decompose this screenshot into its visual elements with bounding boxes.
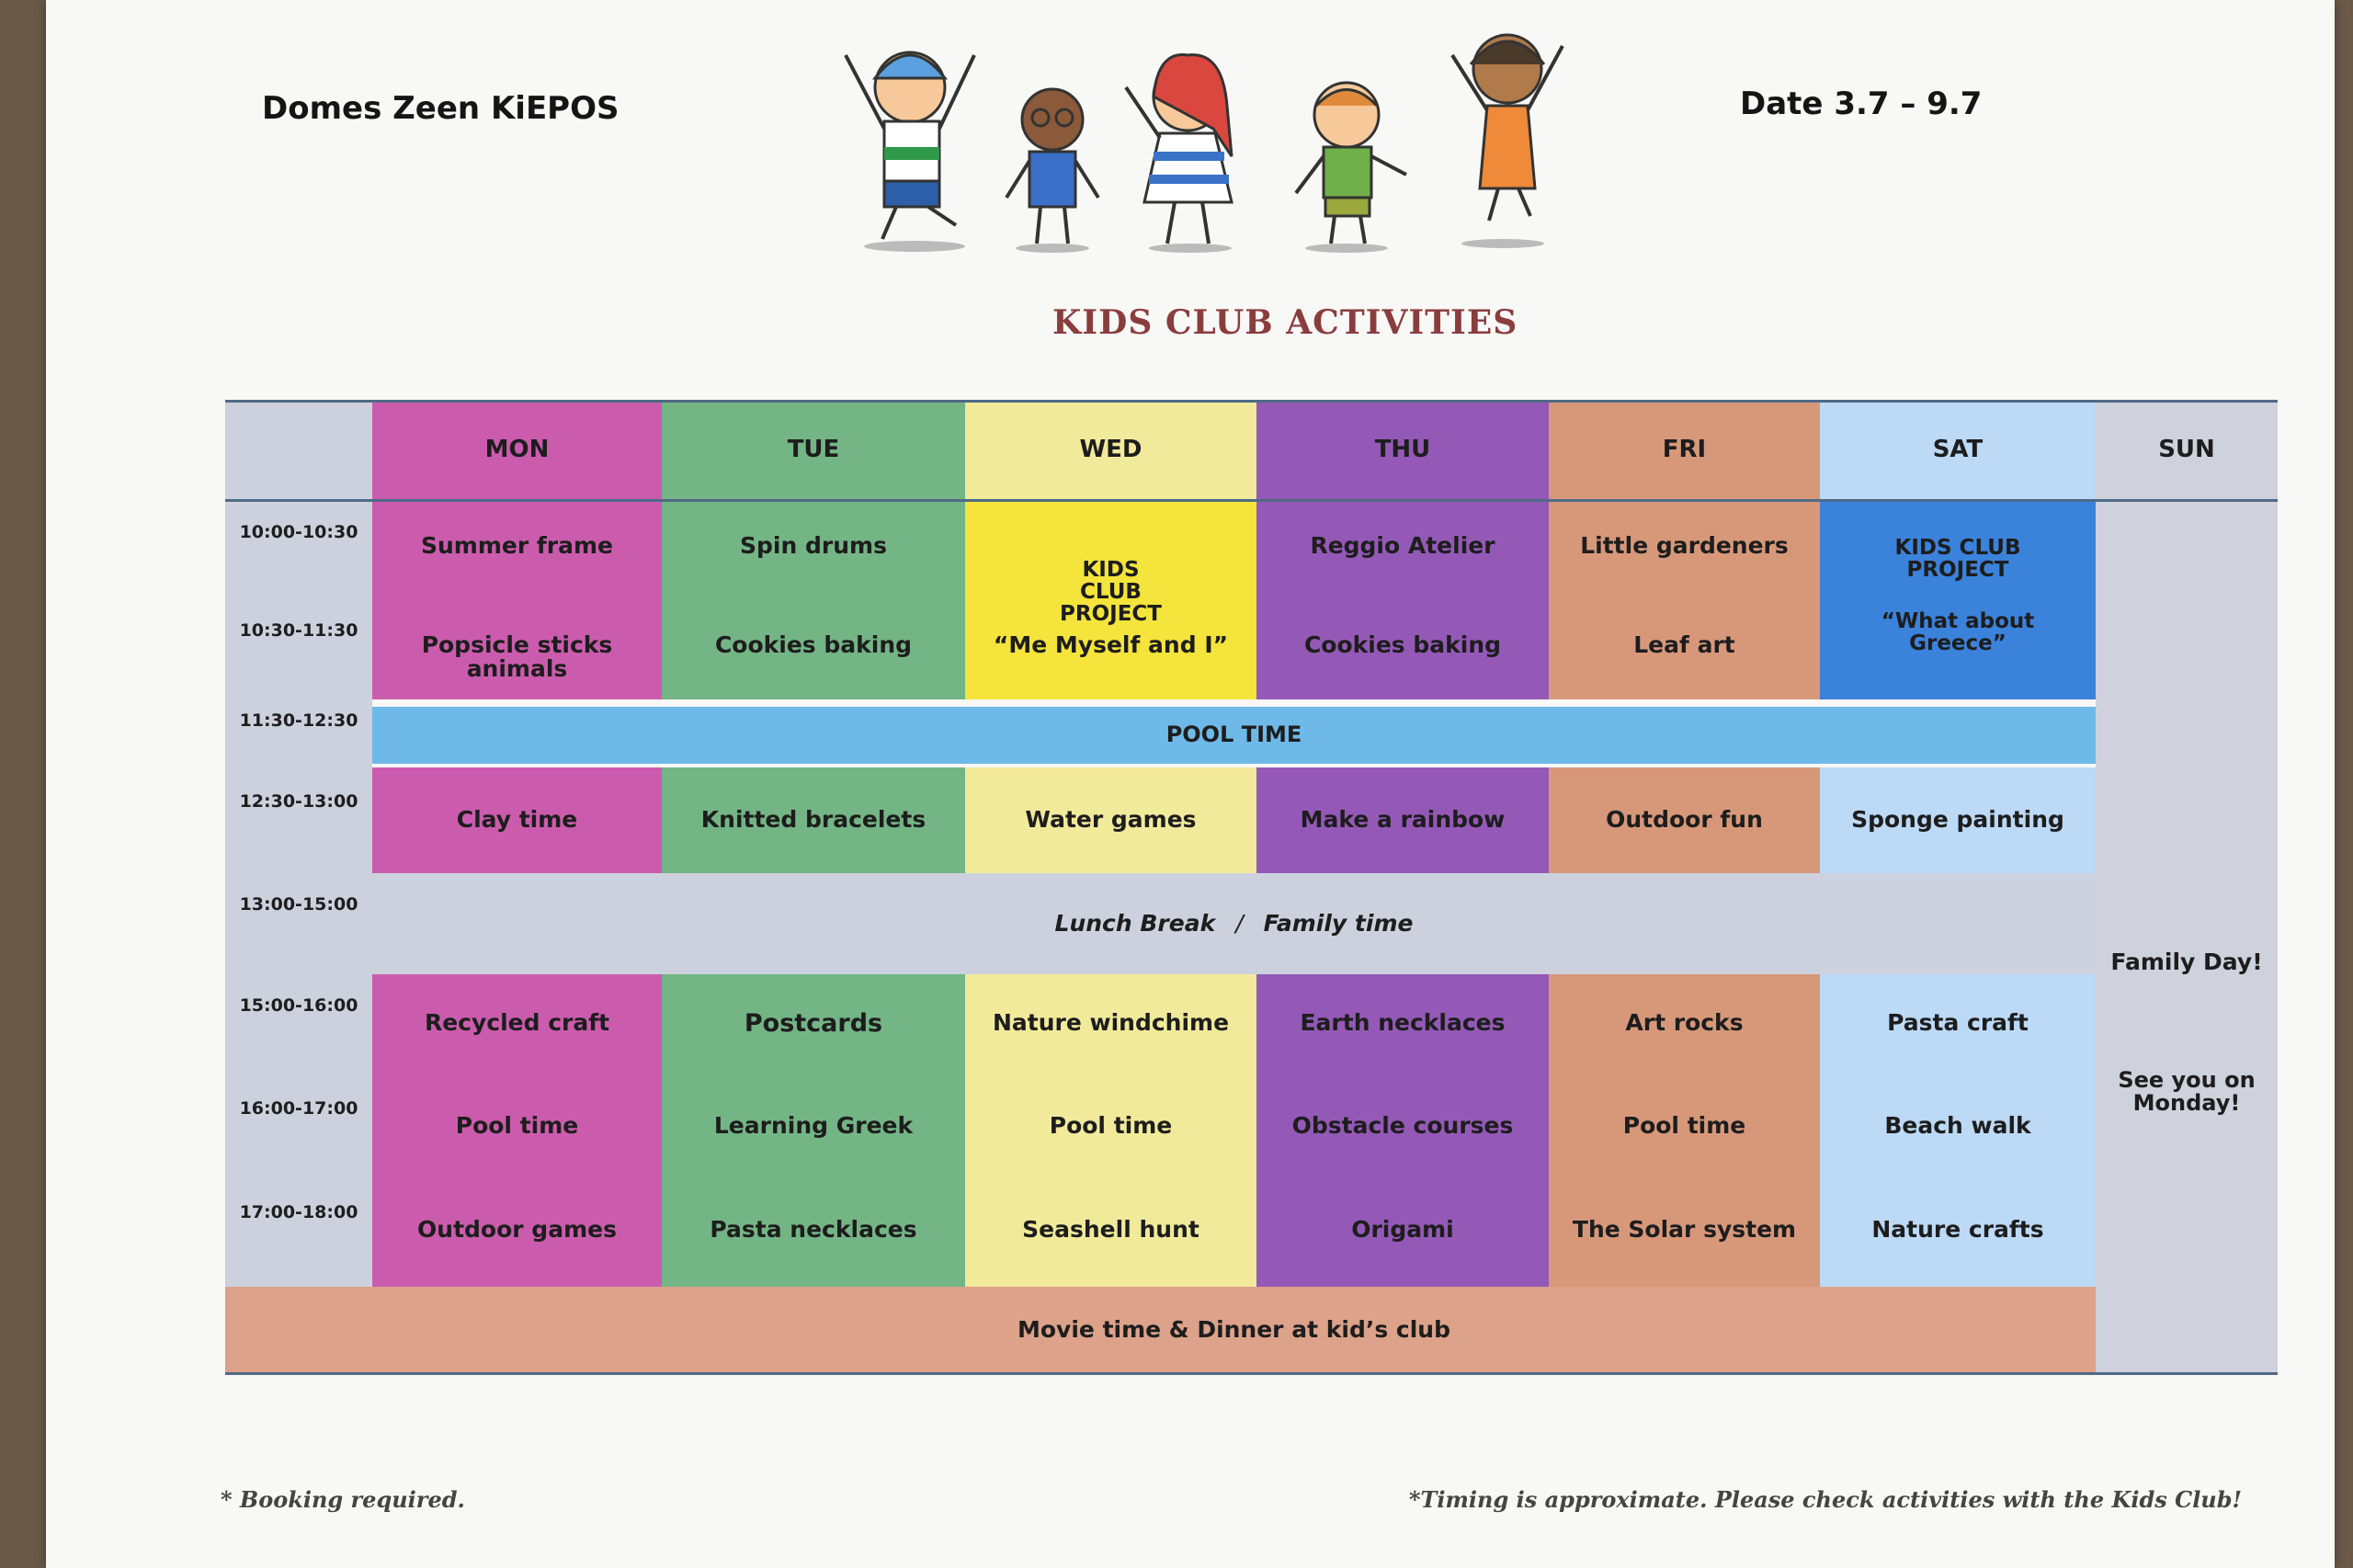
fri-afternoon: [1549, 974, 1820, 1287]
activity-obstacle-courses: Obstacle courses: [1291, 1112, 1514, 1139]
lunch-row: [372, 873, 2096, 974]
wed-project-title: KIDS CLUB PROJECT: [1060, 558, 1162, 627]
tue-afternoon: [662, 974, 965, 1287]
activity-origami: Origami: [1351, 1216, 1454, 1243]
activity-reggio-atelier: Reggio Atelier: [1310, 532, 1495, 559]
activity-outdoor-fun: Outdoor fun: [1549, 767, 1820, 873]
activity-clay-time: Clay time: [372, 767, 662, 873]
family-time-label: Family time: [1263, 909, 1414, 937]
activity-recycled-craft: Recycled craft: [424, 1009, 610, 1036]
activity-make-a-rainbow: Make a rainbow: [1256, 767, 1549, 873]
wed-afternoon: [965, 974, 1256, 1287]
booking-note: * Booking required.: [221, 1486, 465, 1513]
mon-afternoon: [372, 974, 662, 1287]
kid-illustration-4: [1296, 83, 1406, 253]
activity-pool-time: Pool time: [1049, 1112, 1173, 1139]
activity-popsicle-sticks-animals: Popsicle sticks animals: [421, 631, 613, 683]
header-blank: [225, 400, 372, 501]
activity-pasta-necklaces: Pasta necklaces: [710, 1216, 917, 1243]
thu-afternoon: [1256, 974, 1549, 1287]
lunch-break-label: Lunch Break: [1054, 909, 1216, 937]
time-slot-1: 10:00-10:30: [239, 522, 358, 543]
schedule-table: [225, 400, 2278, 1374]
tue-morning: [662, 502, 965, 699]
time-slot-9-label: [225, 1312, 372, 1348]
kid-illustration-2: [1006, 89, 1098, 253]
activity-pool-time: Pool time: [455, 1112, 579, 1139]
day-header-wed: WED: [965, 400, 1256, 501]
activity-cookies-baking: Cookies baking: [714, 631, 913, 658]
activity-learning-greek: Learning Greek: [713, 1112, 914, 1139]
activity-sponge-painting: Sponge painting: [1820, 767, 2096, 873]
thu-morning: [1256, 502, 1549, 699]
fri-morning: [1549, 502, 1820, 699]
activity-cookies-baking: Cookies baking: [1303, 631, 1502, 658]
kid-illustration-5: [1452, 35, 1563, 248]
day-header-thu: THU: [1256, 400, 1549, 501]
activity-outdoor-games: Outdoor games: [417, 1216, 617, 1243]
activity-water-games: Water games: [965, 767, 1256, 873]
page-title: KIDS CLUB ACTIVITIES: [1052, 303, 1518, 342]
sat-project-name: “What about Greece”: [1881, 609, 2035, 656]
day-header-sat: SAT: [1820, 400, 2096, 501]
activity-postcards: Postcards: [744, 1009, 883, 1038]
time-slot-7: 16:00-17:00: [239, 1098, 358, 1119]
time-slot-3: 11:30-12:30: [239, 710, 358, 732]
time-slot-4: 12:30-13:00: [239, 791, 358, 812]
schedule-sheet: [46, 0, 2335, 1568]
kid-illustration-1: [846, 52, 974, 252]
sat-project: [1820, 502, 2096, 699]
sun-family-day: Family Day!: [2110, 949, 2263, 975]
activity-earth-necklaces: Earth necklaces: [1300, 1009, 1506, 1036]
lunch-separator: /: [1235, 909, 1244, 937]
wed-project: [965, 502, 1256, 699]
kid-illustration-3: [1126, 55, 1232, 253]
bottom-border: [225, 1372, 2278, 1375]
mon-morning: [372, 502, 662, 699]
activity-pool-time: Pool time: [1622, 1112, 1746, 1139]
resort-name: Domes Zeen KiEPOS: [262, 90, 620, 127]
wed-project-name: “Me Myself and I”: [993, 631, 1229, 658]
date-range: Date 3.7 – 9.7: [1740, 85, 1983, 122]
activity-beach-walk: Beach walk: [1884, 1112, 2031, 1139]
activity-art-rocks: Art rocks: [1625, 1009, 1744, 1036]
activity-seashell-hunt: Seashell hunt: [1022, 1216, 1199, 1243]
day-header-sun: SUN: [2096, 400, 2278, 501]
time-slot-8: 17:00-18:00: [239, 1202, 358, 1223]
time-slot-6: 15:00-16:00: [239, 995, 358, 1017]
time-slot-5: 13:00-15:00: [239, 894, 358, 915]
day-header-mon: MON: [372, 400, 662, 501]
sat-afternoon: [1820, 974, 2096, 1287]
evening-activity: Movie time & Dinner at kid’s club: [1017, 1316, 1450, 1344]
activity-knitted-bracelets: Knitted bracelets: [662, 767, 965, 873]
day-header-tue: TUE: [662, 400, 965, 501]
top-border: [225, 400, 2278, 403]
activity-nature-crafts: Nature crafts: [1871, 1216, 2044, 1243]
activity-pasta-craft: Pasta craft: [1887, 1009, 2029, 1036]
pool-time-band: POOL TIME: [372, 707, 2096, 764]
time-slot-2: 10:30-11:30: [239, 620, 358, 642]
sat-project-title: KIDS CLUB PROJECT: [1894, 536, 2021, 583]
activity-nature-windchime: Nature windchime: [992, 1009, 1230, 1036]
sun-see-you-monday: See you on Monday!: [2118, 1067, 2256, 1117]
activity-summer-frame: Summer frame: [421, 532, 613, 559]
kids-illustration: [827, 18, 1590, 257]
timing-note: *Timing is approximate. Please check activities with the Kids Club!: [1409, 1486, 2243, 1513]
activity-the-solar-system: The Solar system: [1572, 1216, 1797, 1243]
day-header-fri: FRI: [1549, 400, 1820, 501]
activity-spin-drums: Spin drums: [740, 532, 887, 559]
sun-column: [2096, 502, 2278, 1374]
activity-little-gardeners: Little gardeners: [1580, 532, 1789, 559]
activity-leaf-art: Leaf art: [1633, 631, 1735, 658]
